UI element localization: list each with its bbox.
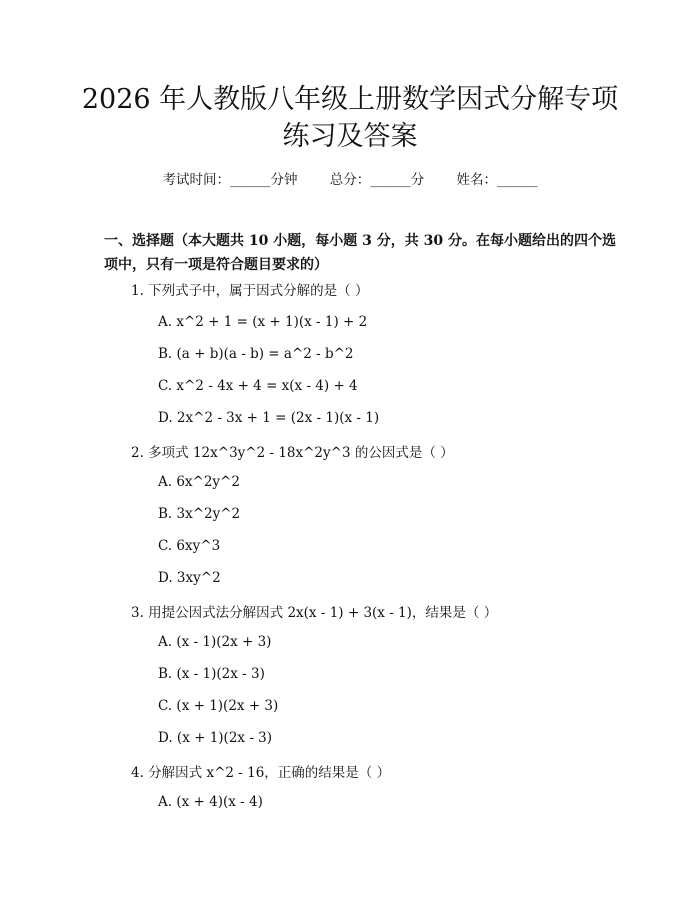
section-heading: 一、选择题（本大题共 10 小题，每小题 3 分，共 30 分。在每小题给出的四个选项中，只有一项是符合题目要求的） xyxy=(104,233,616,273)
question-3-option-b: B. (x - 1)(2x - 3) xyxy=(158,666,265,682)
question-2: 2. 多项式 12x^3y^2 - 18x^2y^3 的公因式是（ ） xyxy=(131,445,454,461)
question-1-option-a: A. x^2 + 1 = (x + 1)(x - 1) + 2 xyxy=(158,314,368,330)
question-1: 1. 下列式子中，属于因式分解的是（ ） xyxy=(131,283,369,299)
question-3-option-d: D. (x + 1)(2x - 3) xyxy=(158,730,273,746)
question-1-option-d: D. 2x^2 - 3x + 1 = (2x - 1)(x - 1) xyxy=(158,410,380,426)
question-4: 4. 分解因式 x^2 - 16，正确的结果是（ ） xyxy=(131,765,391,781)
question-3: 3. 用提公因式法分解因式 2x(x - 1) + 3(x - 1)，结果是（ ） xyxy=(131,605,498,621)
question-2-option-a: A. 6x^2y^2 xyxy=(158,474,240,490)
student-name: 姓名：______ xyxy=(456,172,538,188)
question-1-option-b: B. (a + b)(a - b) = a^2 - b^2 xyxy=(158,346,354,362)
question-2-option-d: D. 3xy^2 xyxy=(158,570,221,586)
question-4-option-a: A. (x + 4)(x - 4) xyxy=(158,794,263,810)
question-3-option-c: C. (x + 1)(2x + 3) xyxy=(158,698,279,714)
exam-total-score: 总分：______分 xyxy=(329,172,425,188)
question-2-option-b: B. 3x^2y^2 xyxy=(158,506,241,522)
document-title-line2: 练习及答案 xyxy=(282,121,418,152)
question-2-option-c: C. 6xy^3 xyxy=(158,538,221,554)
document-title-line1: 2026 年人教版八年级上册数学因式分解专项 xyxy=(81,84,619,115)
exam-info-line xyxy=(0,168,700,188)
question-3-option-a: A. (x - 1)(2x + 3) xyxy=(158,634,272,650)
exam-time: 考试时间：______分钟 xyxy=(162,172,298,188)
question-1-option-c: C. x^2 - 4x + 4 = x(x - 4) + 4 xyxy=(158,378,358,394)
